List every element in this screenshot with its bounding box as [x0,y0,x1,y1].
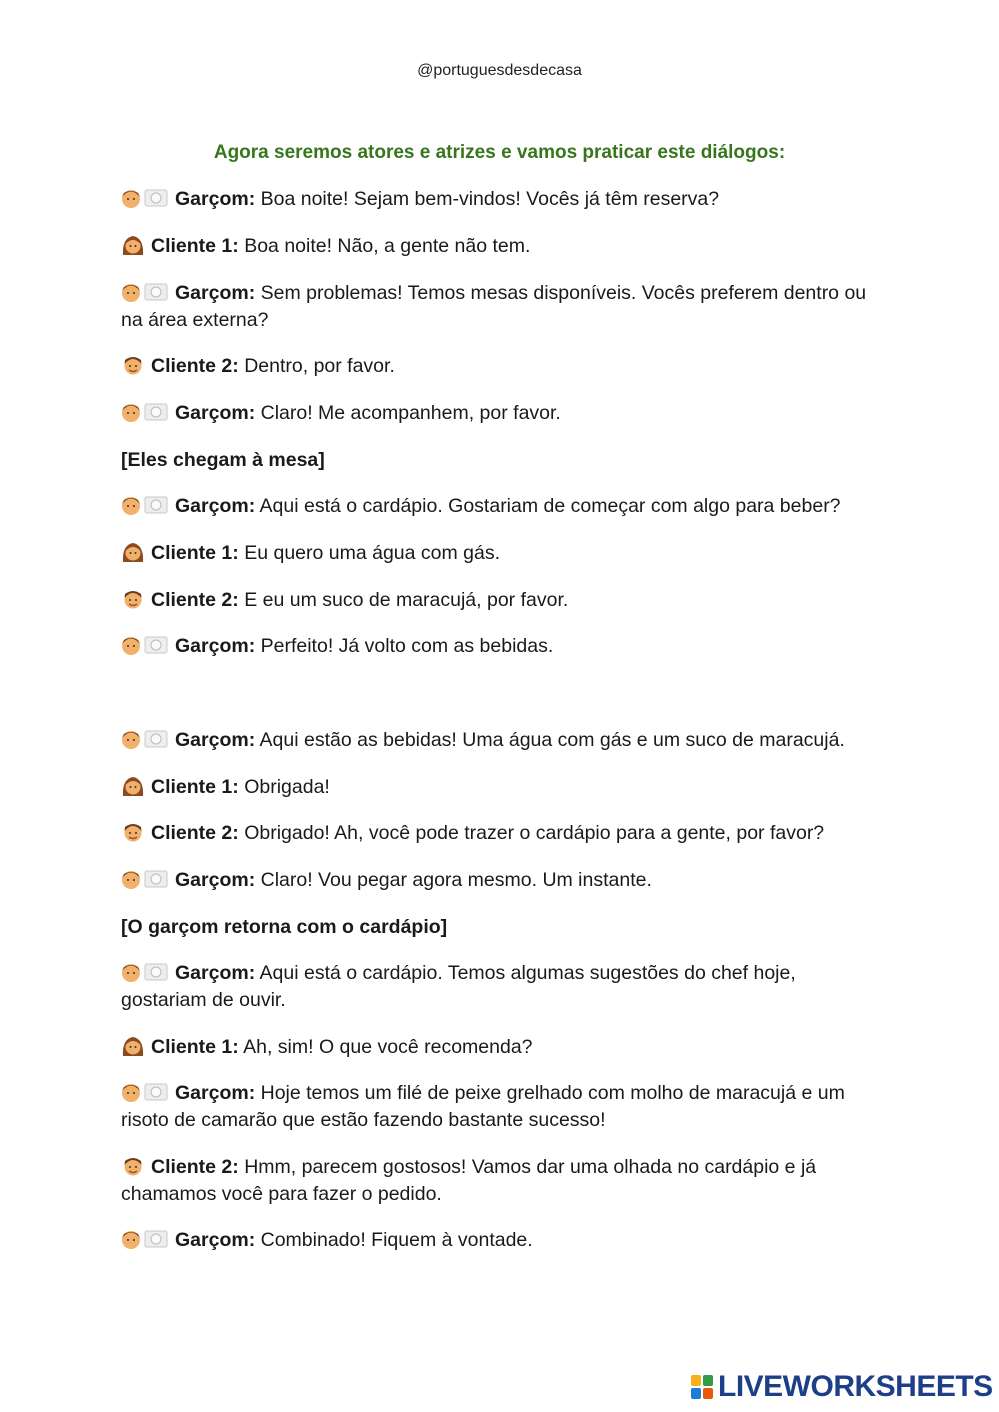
speaker-label: Cliente 2: [151,1156,239,1178]
waiter-icon [121,634,169,656]
line-text: Hoje temos um filé de peixe grelhado com molho de maracujá e um risoto de camarão que estão fazendo bastante sucesso! [121,1082,845,1131]
dialogue-line-waiter [121,400,881,427]
line-text: Obrigada! [238,776,330,798]
waiter-icon [121,281,169,303]
line-text: Perfeito! Já volto com as bebidas. [255,635,554,657]
dialogue-line-waiter [121,727,881,754]
speaker-label: Garçom: [175,188,256,210]
dialogue-line-client-1 [121,233,881,260]
dialogue-line-client-2 [121,587,881,614]
dialogue-line-waiter [121,633,881,660]
man-icon [121,354,145,376]
line-text: Dentro, por favor. [238,355,395,377]
line-text: Claro! Me acompanhem, por favor. [255,402,561,424]
speaker-label: Garçom: [175,635,256,657]
page-title: Agora seremos atores e atrizes e vamos praticar este diálogos: [213,142,786,163]
waiter-icon [121,961,169,983]
speaker-label: Cliente 2: [151,822,239,844]
dialogue-line-waiter [121,280,881,334]
dialogue-line-client-2 [121,353,881,380]
woman-icon [121,775,145,797]
dialogue-line-waiter [121,960,881,1014]
stage-direction: [O garçom retorna com o cardápio] [121,916,448,938]
waiter-icon [121,1081,169,1103]
line-text: Obrigado! Ah, você pode trazer o cardápio para a gente, por favor? [238,822,825,844]
dialogue-line-client-2 [121,820,881,847]
speaker-label: Cliente 1: [151,542,239,564]
waiter-icon [121,401,169,423]
dialogue-line-waiter [121,1227,881,1254]
speaker-label: Cliente 2: [151,589,239,611]
waiter-icon [121,187,169,209]
dialogue-line-waiter [121,1080,881,1134]
speaker-label: Cliente 1: [151,235,239,257]
speaker-label: Garçom: [175,1229,256,1251]
dialogue-line-waiter [121,867,881,894]
waiter-icon [121,868,169,890]
line-text: Ah, sim! O que você recomenda? [238,1036,533,1058]
dialogue-line-client-2 [121,1154,881,1208]
speaker-label: Cliente 2: [151,355,239,377]
dialogue-line-client-1 [121,1034,881,1061]
speaker-label: Garçom: [175,402,256,424]
line-text: Hmm, parecem gostosos! Vamos dar uma olhada no cardápio e já chamamos você para fazer o pedido. [121,1156,817,1205]
stage-direction: [Eles chegam à mesa] [121,449,325,471]
liveworksheets-logo-text: LIVEWORKSHEETS [718,1370,993,1403]
line-text: Aqui está o cardápio. Gostariam de começar com algo para beber? [255,495,841,517]
line-text: Boa noite! Não, a gente não tem. [238,235,531,257]
line-text: Boa noite! Sejam bem-vindos! Vocês já têm reserva? [255,188,720,210]
man-icon [121,1155,145,1177]
speaker-label: Garçom: [175,962,256,984]
waiter-icon [121,728,169,750]
line-text: E eu um suco de maracujá, por favor. [238,589,569,611]
speaker-label: Garçom: [175,729,256,751]
line-text: Claro! Vou pegar agora mesmo. Um instante. [255,869,652,891]
dialogue-line-waiter [121,493,881,520]
line-text: Combinado! Fiquem à vontade. [255,1229,533,1251]
dialogue-line-waiter [121,186,881,213]
line-text: Eu quero uma água com gás. [238,542,501,564]
line-text: Aqui está o cardápio. Temos algumas sugestões do chef hoje, gostariam de ouvir. [121,962,796,1011]
speaker-label: Cliente 1: [151,776,239,798]
speaker-label: Garçom: [175,1082,256,1104]
speaker-label: Garçom: [175,495,256,517]
page-header-handle: @portuguesdesdecasa [417,62,582,79]
woman-icon [121,541,145,563]
woman-icon [121,1035,145,1057]
man-icon [121,821,145,843]
man-icon [121,588,145,610]
speaker-label: Cliente 1: [151,1036,239,1058]
waiter-icon [121,1228,169,1250]
woman-icon [121,234,145,256]
line-text: Aqui estão as bebidas! Uma água com gás e um suco de maracujá. [255,729,845,751]
liveworksheets-logo-icon [690,1374,714,1400]
dialogue-line-client-1 [121,774,881,801]
waiter-icon [121,494,169,516]
line-text: Sem problemas! Temos mesas disponíveis. Vocês preferem dentro ou na área externa? [121,282,867,331]
dialogue-line-client-1 [121,540,881,567]
liveworksheets-logo[interactable] [690,1372,993,1402]
speaker-label: Garçom: [175,869,256,891]
speaker-label: Garçom: [175,282,256,304]
